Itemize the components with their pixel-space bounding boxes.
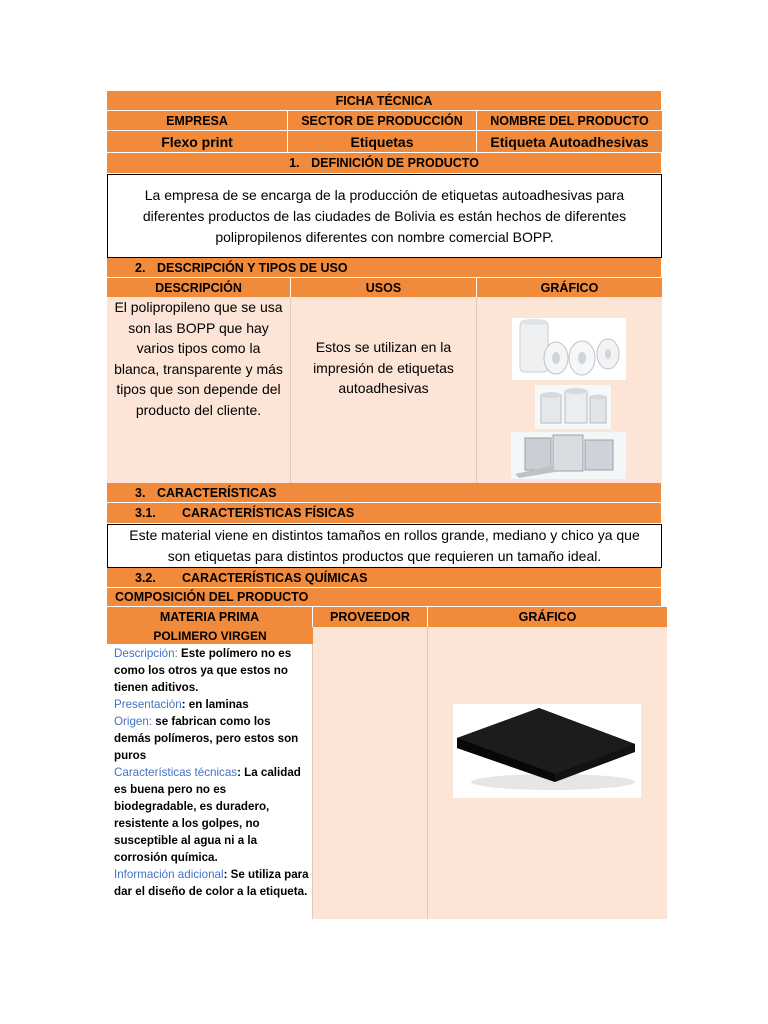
- field-value: : en laminas: [181, 698, 249, 711]
- black-polymer-sheet-image: [453, 704, 641, 798]
- composicion-body: [107, 627, 667, 919]
- sector-label: SECTOR DE PRODUCCIÓN: [288, 111, 477, 131]
- field-value: : La calidad es buena pero no es biodegradable, es duradero, resistente a los golpes, no susceptible al agua ni a la corrosión química.: [114, 766, 301, 864]
- field-presentacion: [114, 696, 310, 713]
- physical-characteristics-box: [107, 524, 662, 568]
- nombre-value: Etiqueta Autoadhesivas: [490, 134, 649, 150]
- white-film-rolls-image: [512, 318, 626, 380]
- col-materia-prima: MATERIA PRIMA: [107, 607, 313, 627]
- description-cell: [107, 297, 291, 483]
- empresa-value: Flexo print: [107, 131, 288, 153]
- header-values-row: [107, 131, 662, 153]
- col-grafico: GRÁFICO: [540, 280, 599, 295]
- grafico-cell: [477, 297, 662, 483]
- section32-title: CARACTERÍSTICAS QUÍMICAS: [182, 570, 368, 585]
- definition-text: La empresa de se encarga de la producción de etiquetas autoadhesivas para diferentes productos de las ciudades de Bolivia es están hechos de diferentes polipropilenos diferentes con nombre comercial BOPP.: [142, 186, 627, 245]
- composicion-col-headers: [107, 607, 667, 627]
- field-informacion: [114, 866, 310, 900]
- section32-number: 3.2.: [135, 570, 156, 585]
- physical-characteristics-text: Este material viene en distintos tamaños en rollos grande, mediano y chico ya que son etiquetas para distintos productos que requieren un tamaño ideal.: [129, 527, 640, 564]
- field-label: Características técnicas: [114, 766, 238, 779]
- field-label: Presentación: [114, 698, 182, 711]
- col-descripcion: DESCRIPCIÓN: [107, 278, 291, 297]
- section3-title: CARACTERÍSTICAS: [157, 485, 277, 500]
- empresa-label: EMPRESA: [107, 111, 288, 131]
- proveedor-cell: [313, 627, 428, 919]
- section32-header: [107, 568, 662, 588]
- field-descripcion: [114, 645, 310, 696]
- title-row: [107, 91, 662, 111]
- materia-details: [114, 645, 310, 900]
- field-label: Información adicional: [114, 868, 224, 881]
- field-value: : Se utiliza para dar el diseño de color a la etiqueta.: [114, 868, 309, 898]
- section3-number: 3.: [135, 485, 146, 500]
- materia-name: POLIMERO VIRGEN: [107, 627, 313, 644]
- col-proveedor: PROVEEDOR: [313, 607, 428, 627]
- field-label: Origen:: [114, 715, 153, 728]
- section2-number: 2.: [135, 260, 146, 275]
- sector-value: Etiquetas: [288, 131, 477, 153]
- description-text: El polipropileno que se usa son las BOPP que hay varios tipos como la blanca, transparente y más tipos que son depende del producto del cliente.: [114, 299, 283, 418]
- section2-header: [107, 258, 662, 278]
- composicion-header: [107, 588, 662, 607]
- field-origen: [114, 713, 310, 764]
- section2-title: DESCRIPCIÓN Y TIPOS DE USO: [157, 260, 348, 275]
- usos-cell: [291, 297, 477, 483]
- usos-text: Estos se utilizan en la impresión de etiquetas autoadhesivas: [313, 339, 454, 396]
- grafico-cell-2: [428, 627, 667, 919]
- section1-header: [107, 153, 662, 173]
- section1-title: DEFINICIÓN DE PRODUCTO: [311, 156, 479, 170]
- definition-box: [107, 174, 662, 258]
- section2-body: [107, 297, 662, 483]
- composicion-title: COMPOSICIÓN DEL PRODUCTO: [115, 590, 309, 604]
- field-value: se fabrican como los demás polímeros, pero estos son puros: [114, 715, 299, 762]
- col-usos: USOS: [291, 278, 477, 297]
- materia-prima-cell: [107, 627, 313, 919]
- page-title: FICHA TÉCNICA: [335, 93, 433, 108]
- col-grafico-2: GRÁFICO: [518, 610, 577, 624]
- clear-film-rolls-image: [535, 385, 611, 429]
- section1-number: 1.: [289, 156, 300, 170]
- section31-title: CARACTERÍSTICAS FÍSICAS: [182, 506, 355, 520]
- section3-header: [107, 483, 662, 503]
- nombre-label: NOMBRE DEL PRODUCTO: [490, 114, 649, 128]
- field-caracteristicas: [114, 764, 310, 866]
- field-value: Este polímero no es como los otros ya que estos no tienen aditivos.: [114, 647, 292, 694]
- silver-film-rolls-image: [511, 432, 626, 479]
- section31-number: 3.1.: [135, 506, 156, 520]
- section31-header: [107, 503, 662, 523]
- section2-col-headers: [107, 278, 662, 297]
- field-label: Descripción:: [114, 647, 178, 660]
- header-labels-row: [107, 111, 662, 131]
